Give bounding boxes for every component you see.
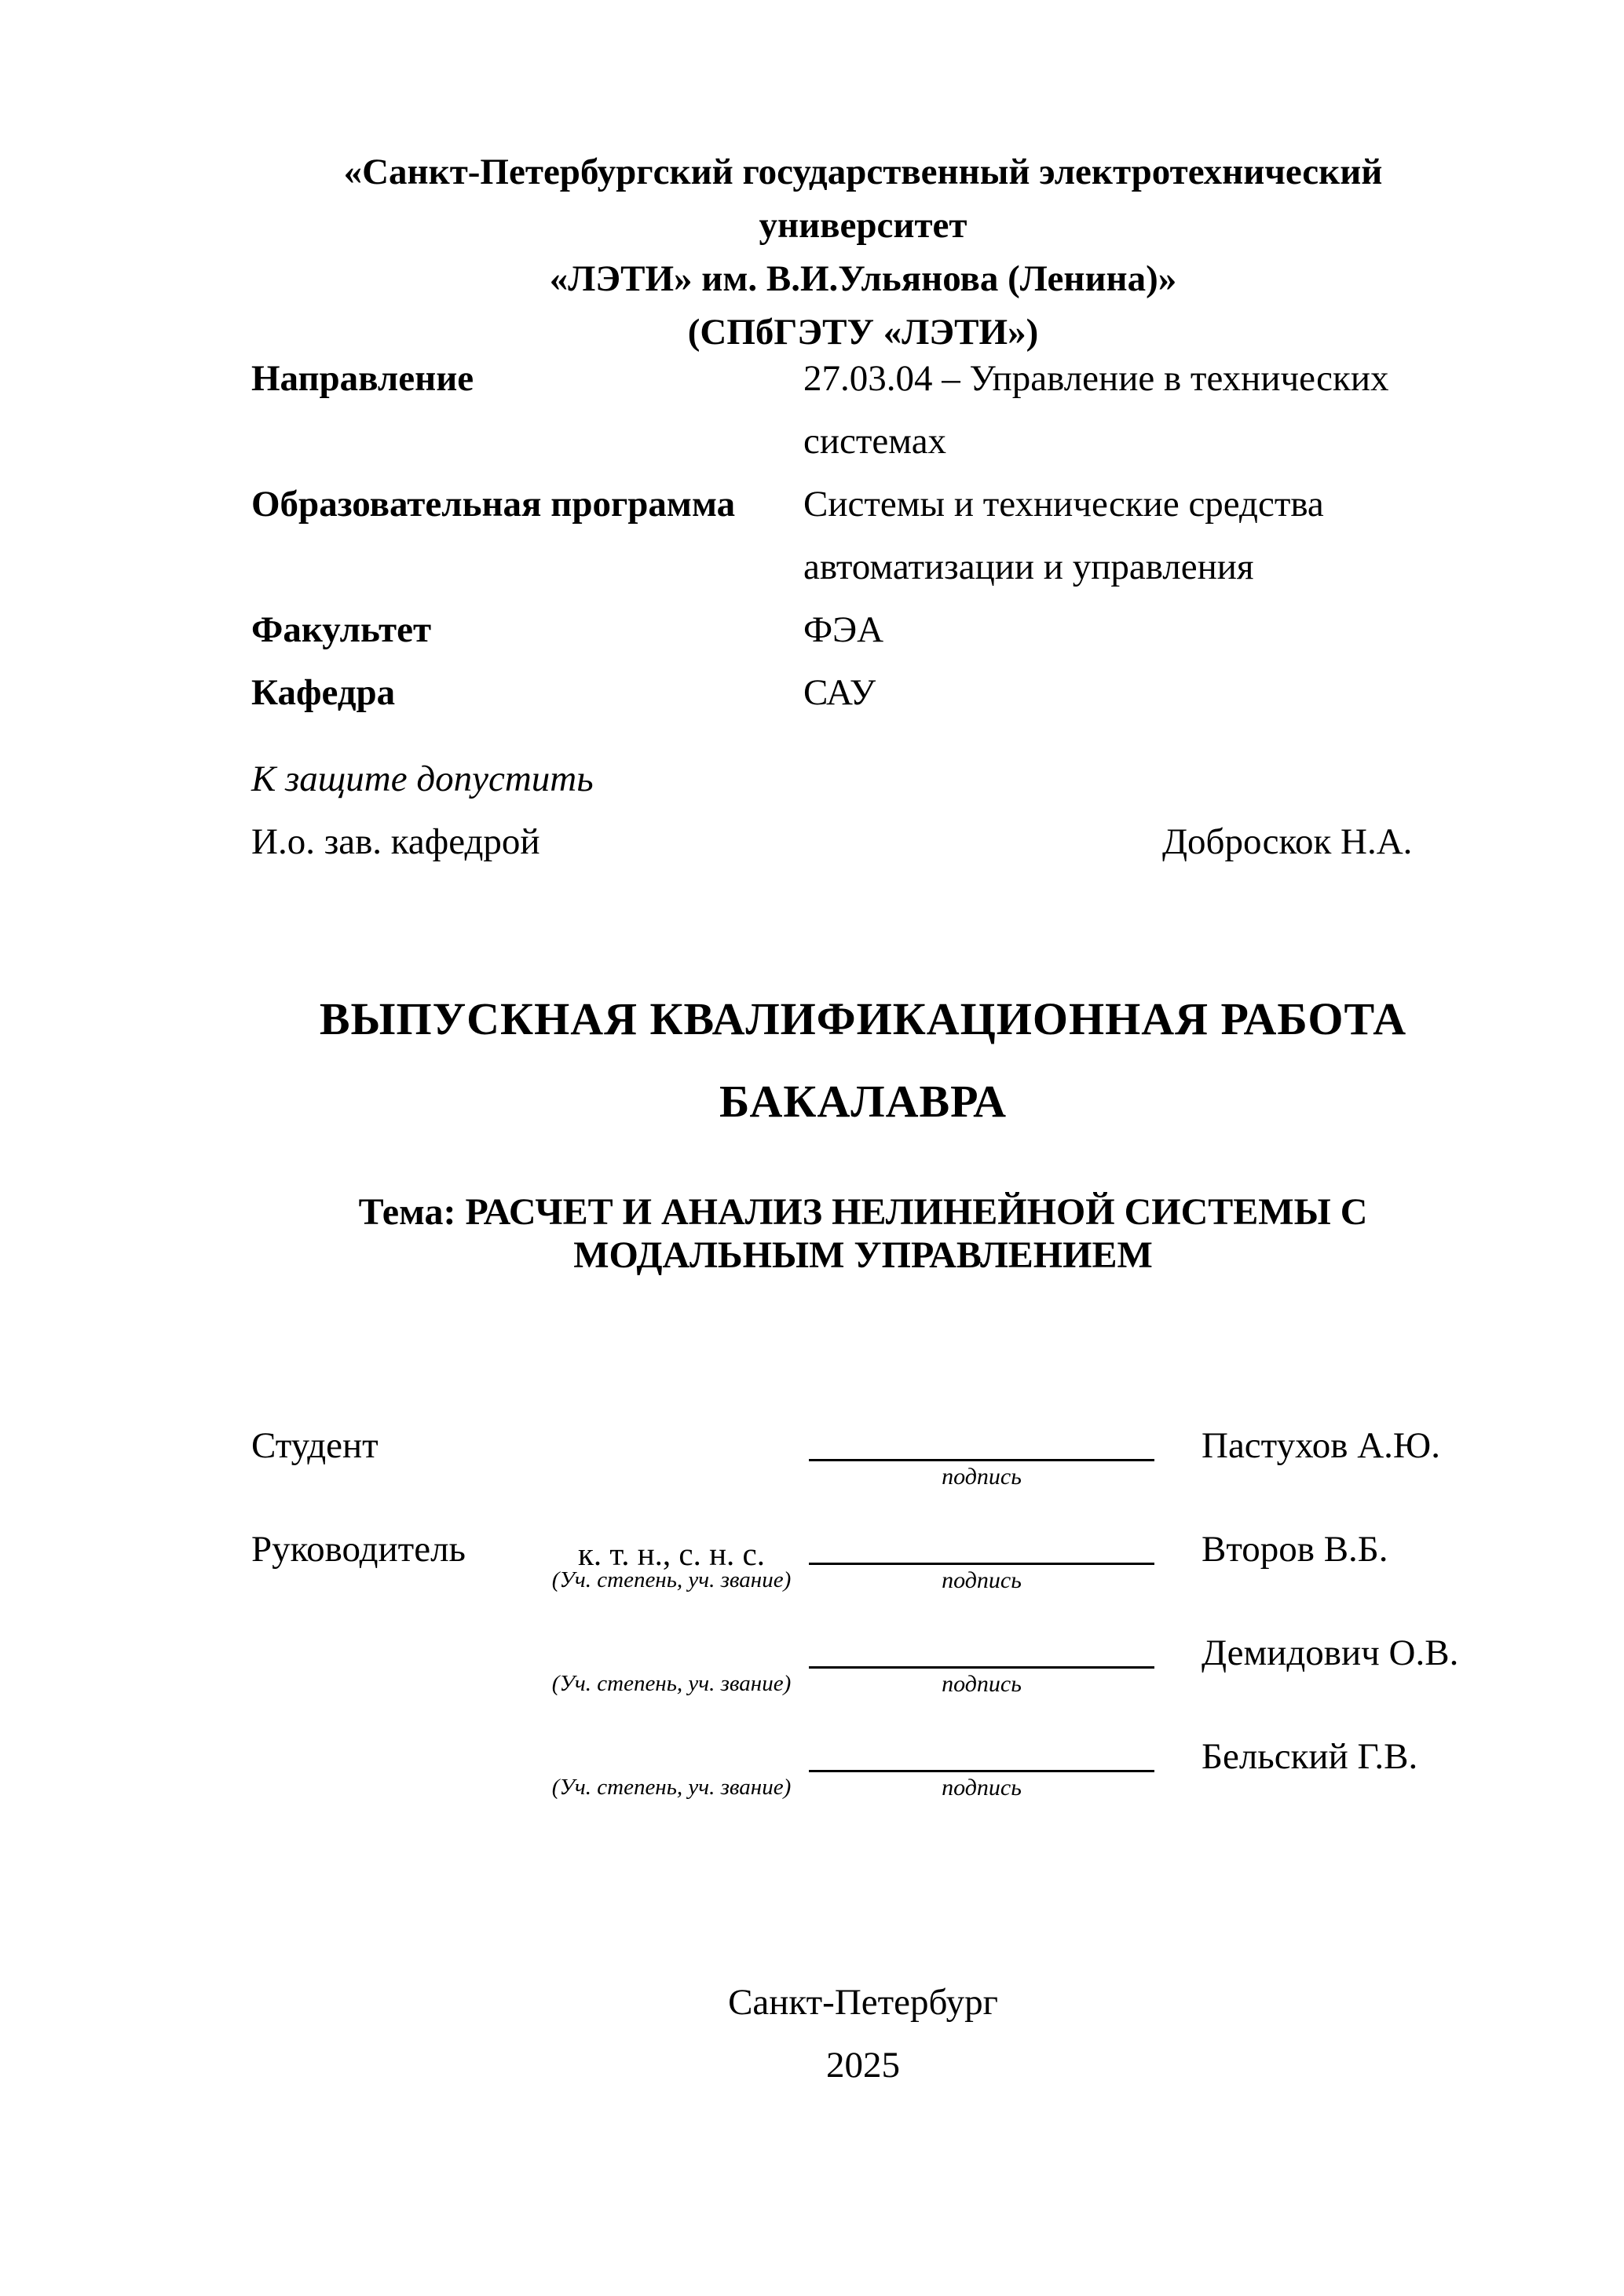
- signature-degree-note: (Уч. степень, уч. звание): [551, 1567, 792, 1592]
- signature-line: [809, 1459, 1154, 1493]
- university-abbreviation: (СПбГЭТУ «ЛЭТИ»): [687, 312, 1039, 353]
- thesis-theme: [251, 1190, 1475, 1277]
- signature-line-caption: подпись: [942, 1671, 1022, 1697]
- field-department-value-line-1: САУ: [803, 672, 876, 713]
- signature-row-supervisor: [251, 1529, 1475, 1623]
- field-edu-program-label: Образовательная программа: [251, 484, 736, 525]
- signature-role: Студент: [251, 1425, 379, 1466]
- field-faculty-value: [803, 598, 1475, 661]
- field-direction-value-line-1: 27.03.04 – Управление в технических: [803, 358, 1389, 399]
- field-faculty-value-line-1: ФЭА: [803, 609, 884, 650]
- signature-row-student: [251, 1425, 1475, 1519]
- signature-line-caption: подпись: [942, 1775, 1022, 1801]
- field-department: [251, 661, 1475, 724]
- main-title-line-1: ВЫПУСКНАЯ КВАЛИФИКАЦИОННАЯ РАБОТА: [319, 993, 1407, 1044]
- footer: [251, 1971, 1475, 2097]
- admission-approver-row: [251, 810, 1475, 873]
- field-direction: [251, 347, 1475, 473]
- field-faculty-label: Факультет: [251, 609, 432, 650]
- field-direction-label: Направление: [251, 358, 474, 399]
- signature-degree-note: (Уч. степень, уч. звание): [551, 1775, 792, 1800]
- signature-row-consultant-2: [251, 1736, 1475, 1830]
- field-direction-value: [803, 347, 1475, 473]
- signature-degree: к. т. н., с. н. с.: [577, 1536, 766, 1572]
- admission-approver-role: И.о. зав. кафедрой: [251, 821, 540, 862]
- signature-person-name: Бельский Г.В.: [1202, 1736, 1418, 1777]
- program-fields: [251, 347, 1475, 724]
- main-title-line-2: БАКАЛАВРА: [719, 1076, 1008, 1127]
- signature-role: Руководитель: [251, 1529, 466, 1570]
- signature-person-name: Демидович О.В.: [1202, 1632, 1459, 1673]
- admission-approver-name: Доброскок Н.А.: [1162, 821, 1413, 862]
- signature-line: [809, 1770, 1154, 1804]
- thesis-theme-line-2: МОДАЛЬНЫМ УПРАВЛЕНИЕМ: [573, 1234, 1153, 1276]
- signature-line-caption: подпись: [942, 1567, 1022, 1593]
- university-name-line-1: «Санкт-Петербургский государственный электротехнический университет: [343, 152, 1383, 246]
- signature-line: [809, 1563, 1154, 1596]
- signature-person-name: Второв В.Б.: [1202, 1529, 1388, 1570]
- field-direction-value-line-2: системах: [803, 421, 947, 462]
- field-edu-program: [251, 473, 1475, 598]
- signature-line: [809, 1666, 1154, 1700]
- signature-line-caption: подпись: [942, 1464, 1022, 1490]
- field-edu-program-value-line-2: автоматизации и управления: [803, 547, 1254, 587]
- field-department-value: [803, 661, 1475, 724]
- thesis-theme-line-1: Тема: РАСЧЕТ И АНАЛИЗ НЕЛИНЕЙНОЙ СИСТЕМЫ С: [358, 1191, 1368, 1233]
- admission-statement: К защите допустить: [251, 759, 594, 799]
- university-header: [251, 145, 1475, 359]
- field-faculty: [251, 598, 1475, 661]
- field-department-label: Кафедра: [251, 672, 396, 713]
- field-edu-program-value: [803, 473, 1475, 598]
- signature-row-consultant-1: [251, 1632, 1475, 1727]
- main-title: [251, 978, 1475, 1143]
- footer-city: Санкт-Петербург: [728, 1982, 998, 2023]
- footer-year: 2025: [826, 2045, 900, 2086]
- university-name-line-2: «ЛЭТИ» им. В.И.Ульянова (Ленина)»: [549, 258, 1177, 299]
- field-edu-program-value-line-1: Системы и технические средства: [803, 484, 1324, 525]
- signature-degree-note: (Уч. степень, уч. звание): [551, 1671, 792, 1696]
- signature-person-name: Пастухов А.Ю.: [1202, 1425, 1440, 1466]
- admission-block: [251, 748, 1475, 873]
